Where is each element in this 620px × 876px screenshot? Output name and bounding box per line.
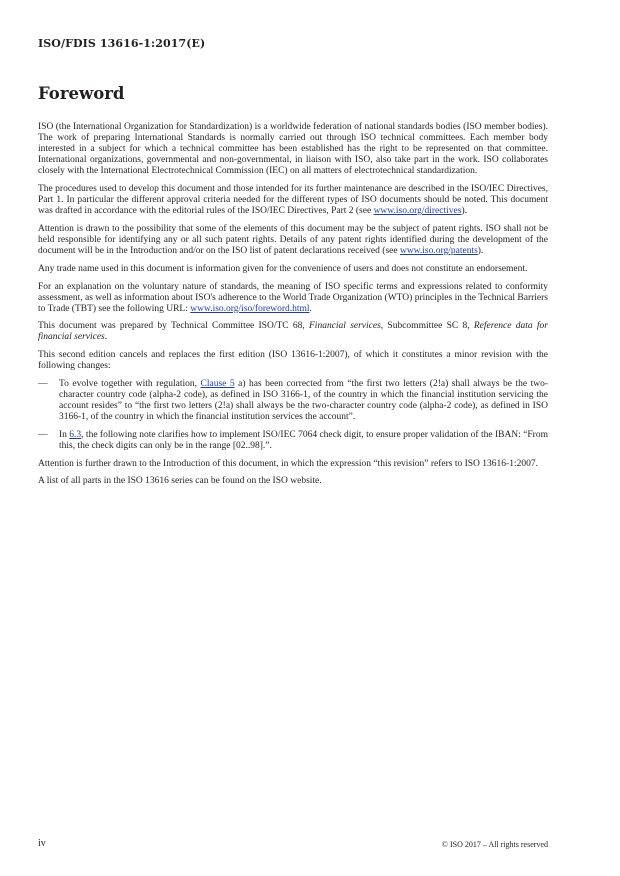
paragraph-voluntary-nature (38, 282, 548, 315)
list-item (38, 379, 548, 423)
list-item-text: , the following note clarifies how to implement ISO/IEC 7064 check digit, to ensure proper validation of the IBAN: “From this, the check digits can only be in the range [02..98].”. (59, 429, 548, 451)
paragraph-series-list: A list of all parts in the ISO 13616 series can be found on the ISO website. (38, 476, 322, 487)
clause-5-link[interactable]: Clause 5 (200, 378, 235, 389)
paragraph-text: , Subcommittee SC 8, (380, 321, 474, 332)
copyright-notice: © ISO 2017 – All rights reserved (441, 840, 548, 849)
paragraph-iso-intro: ISO (the International Organization for Standardization) is a worldwide federation of national standards bodies (ISO member bodies). The work of preparing International Standards is normally carried out through ISO technical committees. Each member body interested in a subject for which a technical committee has been established has the right to be represented on that committee. International organizations, governmental and non-governmental, in liaison with ISO, also take part in the work. ISO collaborates closely with the International Electrotechnical Commission (IEC) on all matters of electrotechnical standardization. (38, 122, 548, 177)
paragraph-revision-note: Attention is further drawn to the Introduction of this document, in which the expression “this revision” refers to ISO 13616-1:2007. (38, 458, 538, 469)
directives-link[interactable]: www.iso.org/directives (373, 206, 462, 217)
paragraph-text: Attention is drawn to the possibility that some of the elements of this document may be the subject of patent rights. ISO shall not be held responsible for identifying any or all such patent rights. Details of any patent rights identified during the development of the document will be in the Introduction and/or on the ISO list of patent declarations received (see (38, 223, 548, 257)
paragraph-text: The procedures used to develop this document and those intended for its further maintenance are described in the ISO/IEC Directives, Part 1. In particular the different approval criteria needed for the different types of ISO documents should be noted. This document was drafted in accordance with the editorial rules of the ISO/IEC Directives, Part 2 (see (38, 184, 548, 217)
paragraph-text: This document was prepared by Technical Committee ISO/TC 68, (38, 321, 309, 332)
paragraph-trade-name: Any trade name used in this document is information given for the convenience of users and does not constitute an endorsement. (38, 263, 528, 274)
paragraph-committee (38, 321, 548, 343)
list-item-text: In (59, 429, 70, 440)
committee-name: Financial services (309, 321, 381, 332)
foreword-body (38, 122, 548, 494)
paragraph-text: For an explanation on the voluntary nature of standards, the meaning of ISO specific terms and expressions related to conformity assessment, as well as information about ISO's adherence to the World Trade Organization (WTO) principles in the Technical Barriers to Trade (TBT) see the following URL: (38, 281, 548, 314)
paragraph-patents (38, 224, 548, 257)
section-6-3-link[interactable]: 6.3 (69, 429, 82, 440)
page-number: iv (38, 838, 46, 849)
paragraph-edition: This second edition cancels and replaces the first edition (ISO 13616-1:2007), of which it constitutes a minor revision with the following changes: (38, 350, 548, 372)
paragraph-text: . (309, 303, 312, 314)
patents-link[interactable]: www.iso.org/patents (399, 246, 478, 257)
list-item-text: a) has been corrected from “the first two letters (2!a) shall always be the two-character country code (alpha-2 code), as defined in ISO 3166-1, of the country in which the financial institution servicing the account resides” to “the first two letters (2!a) shall always be the two-character country code (alpha-2 code), as defined in ISO 3166-1, of the country in which the financial institution services the account”. (59, 378, 548, 423)
paragraph-text: ). (461, 206, 467, 217)
paragraph-procedures (38, 184, 548, 217)
list-item-text: To evolve together with regulation, (59, 378, 201, 389)
foreword-link[interactable]: www.iso.org/iso/foreword.html (190, 303, 310, 314)
page-title: Foreword (38, 84, 125, 103)
list-item (38, 430, 548, 452)
dash-bullet: — (38, 429, 48, 440)
paragraph-text: . (104, 332, 108, 343)
document-id: ISO/FDIS 13616-1:2017(E) (38, 37, 206, 50)
subcommittee-name: Reference data for financial services (38, 321, 548, 343)
paragraph-text: ). (477, 246, 484, 257)
dash-bullet: — (38, 378, 48, 389)
